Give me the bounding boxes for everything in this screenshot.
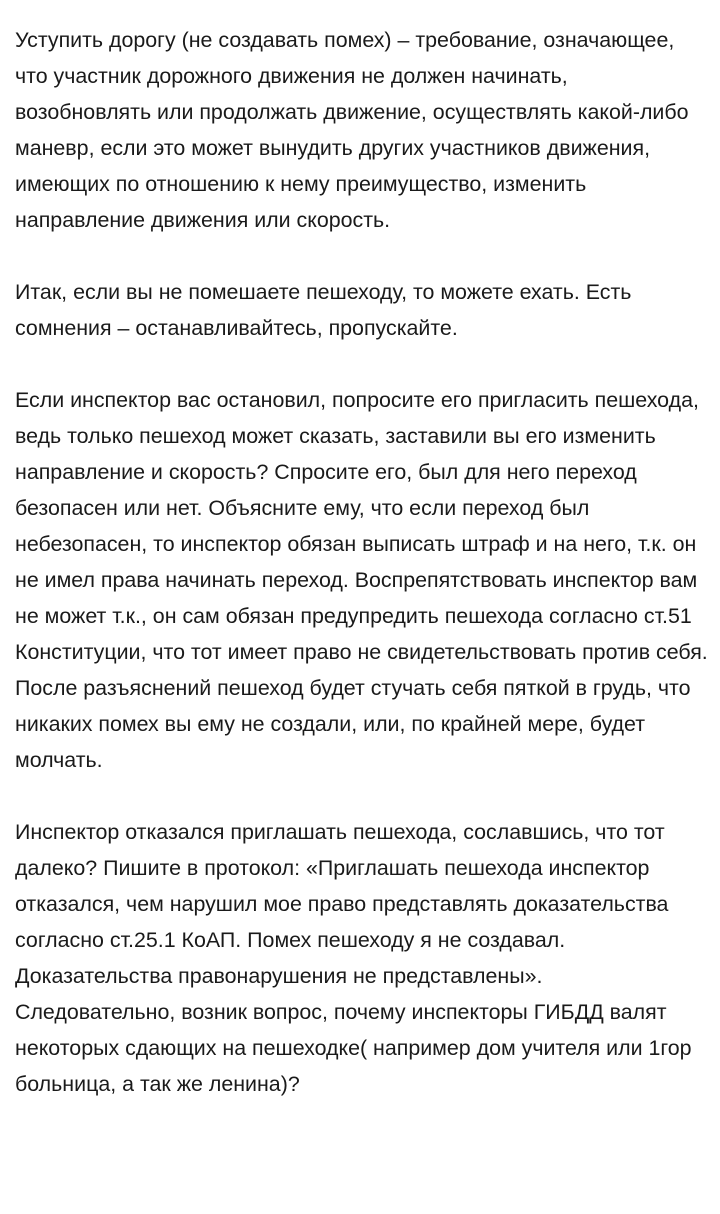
paragraph-inspector-refusal: Инспектор отказался приглашать пешехода, сославшись, что тот далеко? Пишите в протокол: «Приглашать пешехода инспектор отказался, чем нарушил мое право представлять доказательства согласно ст.25.1 КоАП. Помех пешеходу я не создавал. Доказательства правонарушения не представлены». Следовательно, возник вопрос, почему инспекторы ГИБДД валят некоторых сдающих на пешеходке( например дом учителя или 1гор больница, а так же ленина)? [15, 820, 692, 1096]
paragraph-inspector-stop: Если инспектор вас остановил, попросите его пригласить пешехода, ведь только пешеход может сказать, заставили вы его изменить направление и скорость? Спросите его, был для него переход безопасен или нет. Объясните ему, что если переход был небезопасен, то инспектор обязан выписать штраф и на него, т.к. он не имел права начинать переход. Воспрепятствовать инспектор вам не может т.к., он сам обязан предупредить пешехода согласно ст.51 Конституции, что тот имеет право не свидетельствовать против себя. После разъяснений пешеход будет стучать себя пяткой в грудь, что никаких помех вы ему не создали, или, по крайней мере, будет молчать. [15, 388, 708, 772]
paragraph-conclusion: Итак, если вы не помешаете пешеходу, то можете ехать. Есть сомнения – останавливайтесь, пропускайте. [15, 280, 632, 340]
paragraph-definition: Уступить дорогу (не создавать помех) – требование, означающее, что участник дорожного движения не должен начинать, возобновлять или продолжать движение, осуществлять какой-либо маневр, если это может вынудить других участников движения, имеющих по отношению к нему преимущество, изменить направление движения или скорость. [15, 28, 689, 232]
